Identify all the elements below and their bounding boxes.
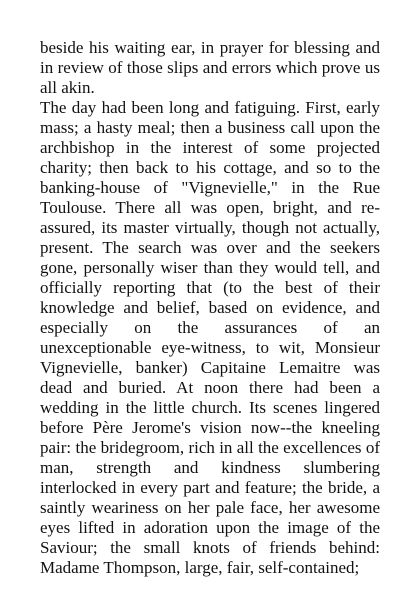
paragraph-continuation: beside his waiting ear, in prayer for blessing and in review of those slips and errors which prove us all akin. bbox=[40, 38, 380, 97]
document-page bbox=[40, 38, 380, 578]
paragraph-day-account: The day had been long and fatiguing. First, early mass; a hasty meal; then a business call upon the archbishop in the interest of some projected charity; then back to his cottage, and so to the banking-house of "Vignevielle," in the Rue Toulouse. There all was open, bright, and re-assured, its master virtually, though not actually, present. The search was over and the seekers gone, personally wiser than they would tell, and officially reporting that (to the best of their knowledge and belief, based on evidence, and especially on the assurances of an unexceptionable eye-witness, to wit, Monsieur Vignevielle, banker) Capitaine Lemaitre was dead and buried. At noon there had been a wedding in the little church. Its scenes lingered before Père Jerome's vision now--the kneeling pair: the bridegroom, rich in all the excellences of man, strength and kindness slumbering interlocked in every part and feature; the bride, a saintly weariness on her pale face, her awesome eyes lifted in adoration upon the image of the Saviour; the small knots of friends behind: Madame Thompson, large, fair, self-contained; bbox=[40, 98, 380, 577]
